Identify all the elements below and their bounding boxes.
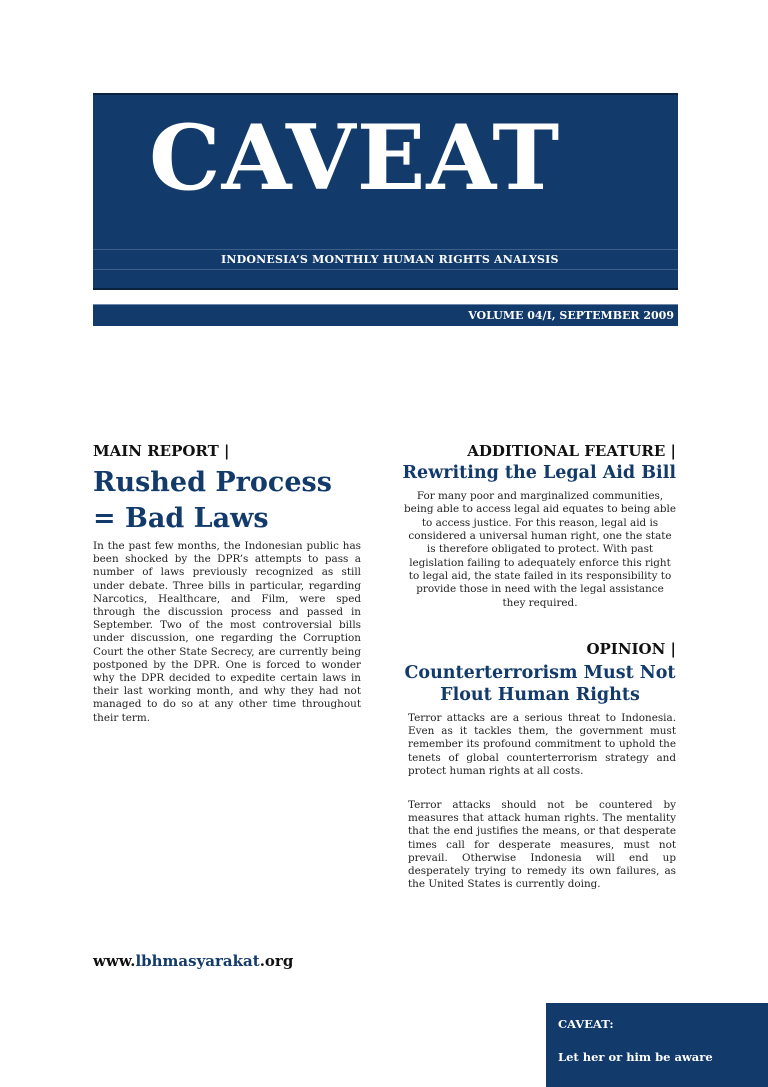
volume-issue: VOLUME 04/I, SEPTEMBER 2009 — [468, 309, 674, 322]
masthead-banner — [93, 93, 678, 290]
caveat-definition-box — [546, 1003, 768, 1087]
volume-bar — [93, 304, 678, 326]
masthead-divider — [93, 269, 678, 270]
publication-title: CAVEAT — [149, 105, 561, 211]
opinion-paragraph: Terror attacks are a serious threat to Indonesia. Even as it tackles them, the government must remember its profound commitment to uphold the tenets of global counterterrorism strategy and protect human rights at all costs. — [408, 712, 676, 777]
website-domain: lbhmasyarakat — [135, 952, 260, 970]
volume-divider — [93, 304, 678, 305]
additional-feature-body: For many poor and marginalized communities, being able to access legal aid equates to being able to access justice. For this reason, legal aid is considered a universal human right, one the state is therefore obligated to protect. With past legislation failing to adequately enforce this right to legal aid, the state failed in its responsibility to provide those in need with the legal assistance they required. — [404, 490, 676, 609]
opinion-paragraph: Terror attacks should not be countered by measures that attack human rights. The mentality that the end justifies the means, or that desperate times call for desperate measures, must not prevail. Otherwise Indonesia will end up desperately trying to remedy its own failures, as the United States is currently doing. — [408, 799, 676, 891]
headline-line: Counterterrorism Must Not — [404, 663, 676, 683]
headline-line: Rushed Process — [93, 467, 332, 498]
opinion-headline — [404, 662, 676, 707]
headline-line: = Bad Laws — [93, 502, 269, 534]
headline-line: Flout Human Rights — [440, 685, 640, 706]
website-prefix: www. — [93, 952, 136, 970]
definition-text: Let her or him be aware — [558, 1050, 713, 1064]
website-suffix: .org — [259, 952, 294, 970]
section-label-main-report: MAIN REPORT | — [93, 442, 230, 460]
main-report-body: In the past few months, the Indonesian public has been shocked by the DPR’s attempts to pass a number of laws previously recognized as still under debate. Three bills in particular, regarding Narcotics, Healthcare, and Film, were sped through the discussion process and passed in September. Two of the most controversial bills under discussion, one regarding the Corruption Court the other State Secrecy, are currently being postponed by the DPR. One is forced to wonder why the DPR decided to expedite certain laws in their last working month, and why they had not managed to do so at any other time throughout their term. — [93, 540, 361, 724]
masthead-divider — [93, 249, 678, 250]
section-label-opinion: OPINION | — [586, 640, 676, 658]
definition-title: CAVEAT: — [558, 1017, 614, 1031]
publication-subtitle: INDONESIA’S MONTHLY HUMAN RIGHTS ANALYSIS — [221, 253, 559, 266]
additional-feature-headline: Rewriting the Legal Aid Bill — [402, 463, 676, 483]
main-report-headline — [93, 465, 363, 536]
website-link[interactable] — [93, 952, 293, 970]
section-label-additional-feature: ADDITIONAL FEATURE | — [467, 442, 676, 460]
